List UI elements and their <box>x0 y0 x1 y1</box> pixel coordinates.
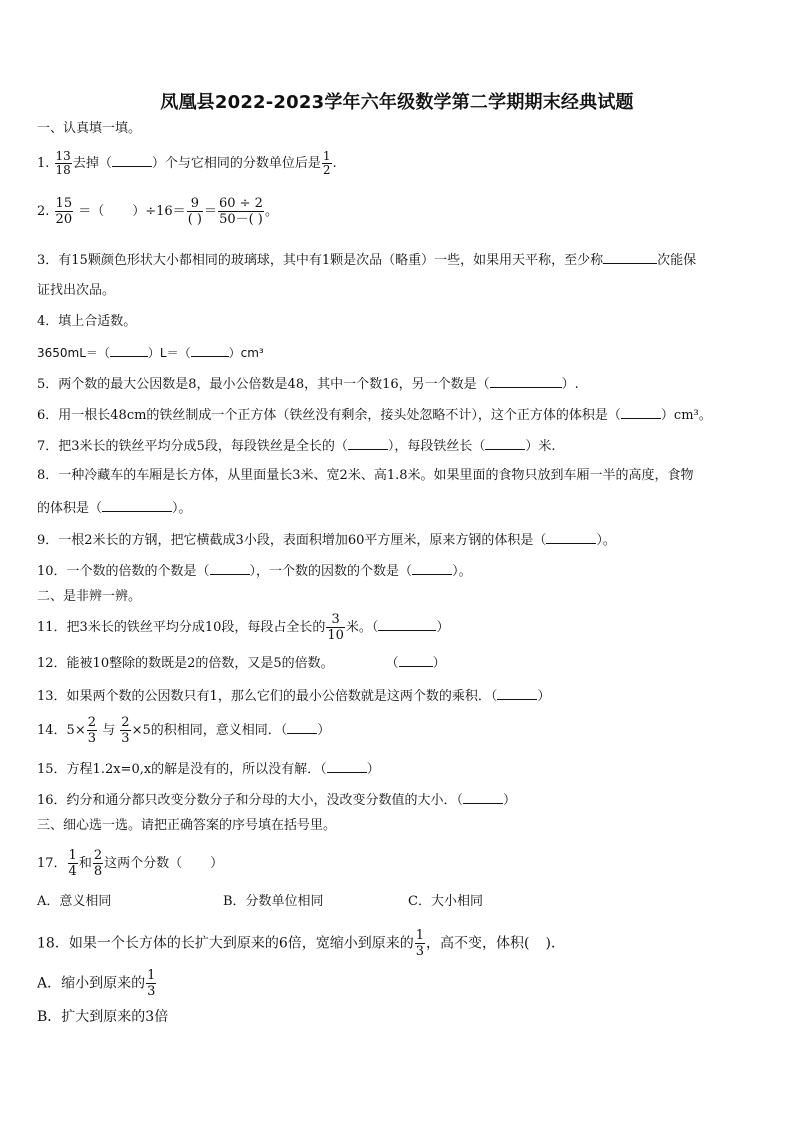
answer-blank[interactable] <box>210 561 250 575</box>
question-8-continued <box>37 498 764 518</box>
answer-blank[interactable] <box>399 653 433 667</box>
question-12 <box>37 653 764 673</box>
question-text: ） <box>436 620 450 635</box>
option-a[interactable]: A．意义相同 <box>37 894 112 909</box>
section-heading-1: 一、认真填一填。 <box>37 121 142 136</box>
answer-blank[interactable] <box>603 250 657 264</box>
option-c[interactable]: C．大小相同 <box>408 894 483 909</box>
question-text: ） <box>537 689 551 704</box>
answer-blank[interactable] <box>112 153 152 167</box>
answer-blank[interactable] <box>463 790 503 804</box>
answer-blank[interactable] <box>104 203 132 221</box>
answer-blank[interactable] <box>485 436 525 450</box>
question-text: （ <box>385 656 399 671</box>
answer-blank[interactable] <box>182 855 210 873</box>
question-8: 8．一种冷藏车的车厢是长方体，从里面量长3米、宽2米、高1.8米。如果里面的食物只放到车厢一半的高度，食物 <box>37 468 694 483</box>
fraction-numerator: 2 <box>87 715 96 730</box>
question-16 <box>37 790 764 810</box>
question-text: 18．如果一个长方体的长扩大到原来的6倍，宽缩小到原来的 <box>37 935 414 952</box>
question-text: ）。 <box>596 533 616 548</box>
question-text: 5．两个数的最大公因数是8，最小公倍数是48，其中一个数16，另一个数是（ <box>37 377 490 392</box>
answer-blank[interactable] <box>490 374 562 388</box>
question-2 <box>37 196 764 227</box>
fraction-denominator: 10 <box>327 628 344 643</box>
question-text: 米。（ <box>345 620 379 635</box>
question-text: ，高不变，体积( <box>426 935 530 952</box>
answer-blank[interactable] <box>287 720 317 734</box>
question-text: ＝ <box>203 204 217 219</box>
fraction <box>326 612 345 643</box>
question-number: 1. <box>37 156 50 171</box>
fraction-denominator-blank[interactable]: ( ) <box>187 212 202 227</box>
fraction-numerator: 13 <box>55 149 71 163</box>
question-text: 9．一根2米长的方钢，把它横截成3小段，表面积增加60平方厘米，原来方钢的体积是（ <box>37 533 547 548</box>
question-text: ）cm³ <box>228 346 264 360</box>
fraction-numerator: 60 ÷ 2 <box>218 196 263 211</box>
question-text: )． <box>545 935 565 952</box>
fraction <box>120 715 130 746</box>
question-4-blanks <box>37 343 764 362</box>
fraction-denominator: 3 <box>415 944 425 959</box>
question-text: ×5的积相同，意义相同．（ <box>131 723 288 738</box>
question-text: ）。 <box>172 501 192 516</box>
question-9 <box>37 530 764 550</box>
fraction-numerator: 2 <box>121 715 130 730</box>
question-5 <box>37 374 764 394</box>
question-text: ），一个数的因数的个数是（ <box>249 564 413 579</box>
fraction-numerator: 1 <box>68 848 77 863</box>
fraction-denominator: 2 <box>322 163 331 177</box>
fraction-numerator: 1 <box>322 149 331 163</box>
question-15 <box>37 759 764 779</box>
question-number: 2. <box>37 204 50 219</box>
answer-blank[interactable] <box>348 436 388 450</box>
question-text: ）。 <box>452 564 472 579</box>
question-text: ）L＝（ <box>147 346 191 360</box>
fraction-numerator: 2 <box>93 848 103 863</box>
fraction <box>87 715 97 746</box>
question-text: 3650mL＝（ <box>37 346 110 360</box>
fraction-denominator: 20 <box>55 212 73 227</box>
question-text: 16．约分和通分都只改变分数分子和分母的大小，没改变分数值的大小．（ <box>37 793 464 808</box>
question-text: ） <box>210 856 224 871</box>
fraction <box>93 848 103 879</box>
fraction-denominator: 18 <box>55 163 71 177</box>
answer-blank[interactable] <box>529 935 545 953</box>
section-heading-3: 三、细心选一选。请把正确答案的序号填在括号里。 <box>37 818 337 833</box>
answer-blank[interactable] <box>497 686 537 700</box>
section-heading-2: 二、是非辨一辨。 <box>37 589 142 604</box>
question-text: ）. <box>561 377 579 392</box>
question-10 <box>37 561 764 581</box>
answer-blank[interactable] <box>102 498 172 512</box>
fraction <box>146 968 156 999</box>
fraction <box>218 196 264 227</box>
fraction <box>187 196 203 227</box>
question-13 <box>37 686 764 706</box>
question-text: 11．把3米长的铁丝平均分成10段，每段占全长的 <box>37 620 326 635</box>
question-text: 去掉（ <box>72 156 112 171</box>
fraction-denominator: 3 <box>121 731 130 746</box>
question-11 <box>37 612 764 643</box>
question-number: 17． <box>37 856 67 871</box>
fraction <box>55 196 74 227</box>
question-text: ）米. <box>525 439 556 454</box>
fraction-denominator: 3 <box>147 984 156 999</box>
answer-blank[interactable] <box>621 405 661 419</box>
question-text: ＝（ <box>78 204 105 219</box>
answer-blank[interactable] <box>412 561 452 575</box>
question-14 <box>37 715 764 746</box>
answer-blank[interactable] <box>378 617 436 631</box>
fraction-numerator: 15 <box>55 196 73 211</box>
question-text: ） <box>317 723 331 738</box>
question-text: 的体积是（ <box>37 501 103 516</box>
question-text: 12．能被10整除的数既是2的倍数，又是5的倍数。 <box>37 656 334 671</box>
question-text: 这两个分数（ <box>104 856 183 871</box>
fraction-denominator: 4 <box>68 864 77 879</box>
question-text: 和 <box>78 856 92 871</box>
question-18 <box>37 928 764 959</box>
question-text: 3．有15颗颜色形状大小都相同的玻璃球，其中有1颗是次品（略重）一些，如果用天平称，至少称 <box>37 253 604 268</box>
question-text: 次能保 <box>657 253 697 268</box>
question-4: 4．填上合适数。 <box>37 314 137 329</box>
question-18-option-b[interactable]: B．扩大到原来的3倍 <box>37 1009 169 1025</box>
answer-blank[interactable] <box>110 343 148 357</box>
question-17 <box>37 848 764 879</box>
question-3-continued: 证找出次品。 <box>37 283 116 298</box>
option-b[interactable]: B．分数单位相同 <box>223 894 324 909</box>
question-6 <box>37 405 764 425</box>
fraction <box>68 848 78 879</box>
question-text: ） <box>503 793 517 808</box>
fraction-numerator: 1 <box>415 928 425 943</box>
fraction-denominator-blank[interactable]: 50－( ) <box>219 212 263 227</box>
question-text: ）个与它相同的分数单位后是 <box>151 156 321 171</box>
question-text: 与 <box>102 723 116 738</box>
question-text: 14．5× <box>37 723 86 738</box>
fraction-numerator: 3 <box>331 612 340 627</box>
fraction-numerator: 9 <box>190 196 199 211</box>
fraction <box>415 928 425 959</box>
fraction-denominator: 3 <box>87 731 96 746</box>
question-18-option-a[interactable] <box>37 968 764 999</box>
question-3 <box>37 250 764 270</box>
question-text: 6．用一根长48cm的铁丝制成一个正方体（铁丝没有剩余，接头处忽略不计），这个正方体的体积是（ <box>37 408 621 423</box>
answer-blank[interactable] <box>546 530 596 544</box>
question-text: ） <box>366 762 380 777</box>
question-17-options <box>37 893 764 911</box>
question-text: ），每段铁丝长（ <box>387 439 486 454</box>
question-text: 13．如果两个数的公因数只有1，那么它们的最小公倍数就是这两个数的乘积．（ <box>37 689 498 704</box>
answer-blank[interactable] <box>327 759 367 773</box>
question-text: 7．把3米长的铁丝平均分成5段，每段铁丝是全长的（ <box>37 439 348 454</box>
question-text: 15．方程1.2x=0,x的解是没有的，所以没有解．（ <box>37 762 327 777</box>
fraction-numerator: 1 <box>147 968 156 983</box>
question-text: . <box>332 156 337 171</box>
question-1 <box>37 150 764 177</box>
answer-blank[interactable] <box>191 343 229 357</box>
fraction <box>55 150 72 177</box>
question-text: ）÷16＝ <box>132 204 186 219</box>
fraction-denominator: 8 <box>93 864 103 879</box>
question-7 <box>37 436 764 456</box>
page-title: 凤凰县2022-2023学年六年级数学第二学期期末经典试题 <box>160 92 634 113</box>
question-text: 10．一个数的倍数的个数是（ <box>37 564 210 579</box>
fraction <box>322 150 332 177</box>
option-a[interactable]: A．缩小到原来的 <box>37 975 146 992</box>
question-text: ）cm³。 <box>660 408 712 423</box>
question-text: 。 <box>264 204 278 219</box>
question-text: ） <box>432 656 446 671</box>
